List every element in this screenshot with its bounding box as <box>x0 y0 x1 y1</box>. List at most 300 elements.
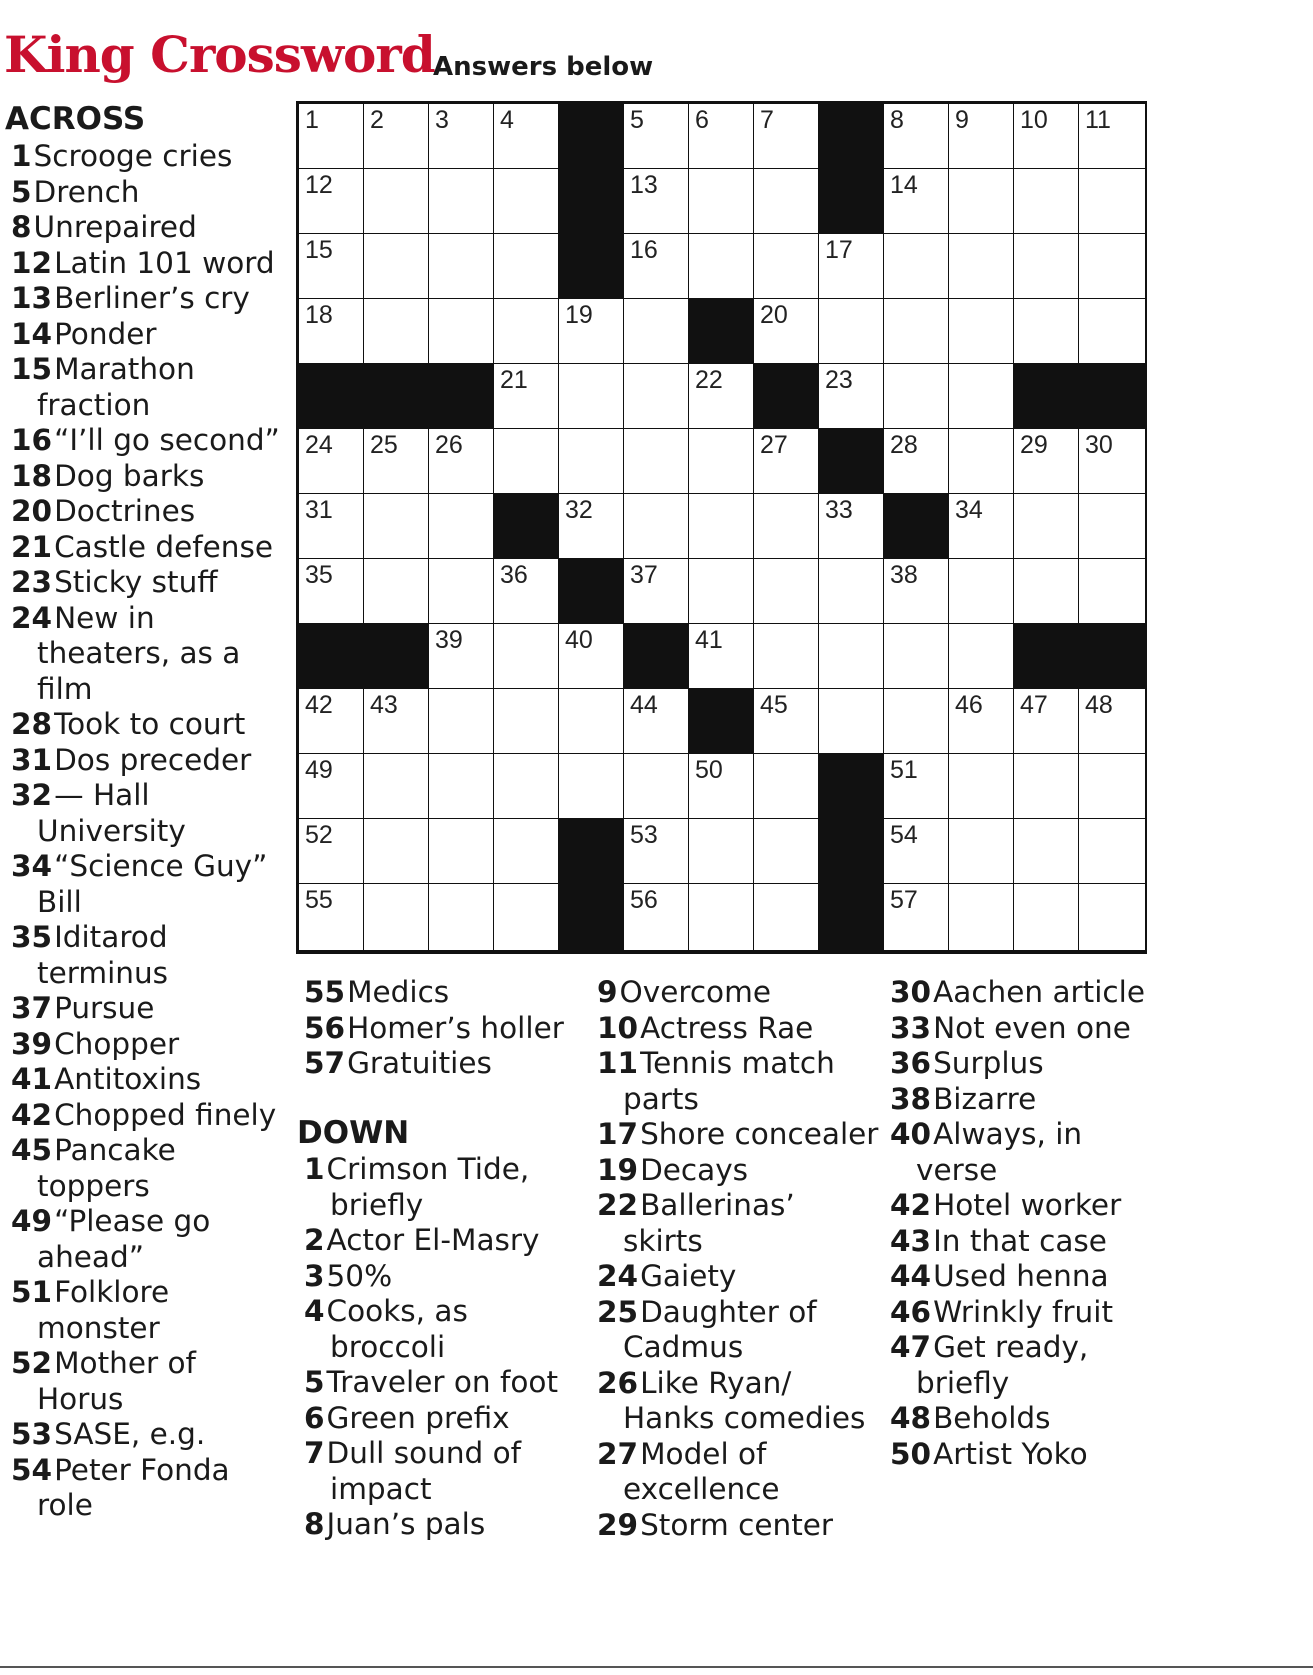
grid-square[interactable] <box>1079 819 1145 885</box>
grid-square[interactable] <box>754 754 820 820</box>
clue-text: Took to court <box>54 707 246 741</box>
grid-square[interactable] <box>364 169 430 235</box>
grid-square[interactable] <box>624 104 690 170</box>
grid-square[interactable] <box>949 494 1015 560</box>
grid-square[interactable] <box>299 104 365 170</box>
grid-square[interactable] <box>949 364 1015 430</box>
clue-text: Gaiety <box>640 1259 737 1293</box>
clue-item <box>597 1011 878 1047</box>
grid-square[interactable] <box>364 234 430 300</box>
clue-number: 53 <box>630 821 658 849</box>
clue-text: Iditarod <box>54 920 168 954</box>
clue-text: terminus <box>37 955 169 990</box>
clue-number: 57 <box>890 886 918 914</box>
grid-square[interactable] <box>299 169 365 235</box>
grid-square[interactable] <box>689 819 755 885</box>
grid-square[interactable] <box>494 559 560 625</box>
grid-square[interactable] <box>1079 689 1145 755</box>
clue-text: Wrinkly fruit <box>933 1294 1114 1329</box>
grid-square[interactable] <box>884 234 950 300</box>
grid-square[interactable] <box>949 689 1015 755</box>
page-title: King Crossword <box>4 25 435 84</box>
grid-square[interactable] <box>624 169 690 235</box>
grid-square[interactable] <box>559 299 625 365</box>
grid-square[interactable] <box>624 299 690 365</box>
clue-number: 17 <box>597 1117 639 1151</box>
grid-square[interactable] <box>429 494 495 560</box>
block-square <box>819 819 885 885</box>
block-square <box>559 104 625 170</box>
clue-number: 54 <box>890 821 918 849</box>
clue-number: 37 <box>630 561 658 589</box>
clue-text: Hanks comedies <box>623 1401 866 1435</box>
clue-text: Unrepaired <box>33 210 197 244</box>
grid-square[interactable] <box>754 559 820 625</box>
grid-square[interactable] <box>884 884 950 950</box>
grid-square[interactable] <box>754 234 820 300</box>
clue-text: Dog barks <box>54 458 205 493</box>
clue-item <box>11 1204 280 1275</box>
grid-square[interactable] <box>884 624 950 690</box>
clue-text: “Please go <box>54 1204 211 1238</box>
grid-square[interactable] <box>494 624 560 690</box>
grid-square[interactable] <box>429 429 495 495</box>
clue-text: SASE, e.g. <box>54 1417 206 1451</box>
grid-square[interactable] <box>494 234 560 300</box>
clue-number: 42 <box>305 691 333 719</box>
clue-number: 13 <box>11 281 53 315</box>
grid-square[interactable] <box>754 884 820 950</box>
grid-square[interactable] <box>1079 299 1145 365</box>
grid-square[interactable] <box>884 169 950 235</box>
grid-square[interactable] <box>754 819 820 885</box>
grid-square[interactable] <box>429 689 495 755</box>
grid-square[interactable] <box>754 624 820 690</box>
clue-item <box>11 991 280 1027</box>
clue-text: University <box>37 813 186 848</box>
grid-square[interactable] <box>299 429 365 495</box>
clue-number: 49 <box>11 1204 53 1238</box>
clue-text: Dos preceder <box>54 742 252 777</box>
grid-square[interactable] <box>429 104 495 170</box>
clue-number: 16 <box>630 236 658 264</box>
grid-square[interactable] <box>429 754 495 820</box>
grid-square[interactable] <box>364 819 430 885</box>
clue-text: Antitoxins <box>54 1062 202 1096</box>
grid-square[interactable] <box>819 559 885 625</box>
grid-square[interactable] <box>1014 884 1080 950</box>
clue-number: 41 <box>11 1062 53 1096</box>
grid-square[interactable] <box>299 494 365 560</box>
clue-item <box>11 1062 280 1098</box>
grid-square[interactable] <box>624 884 690 950</box>
block-square <box>819 104 885 170</box>
grid-square[interactable] <box>494 364 560 430</box>
grid-square[interactable] <box>299 559 365 625</box>
clue-number: 57 <box>304 1046 346 1080</box>
clue-number: 40 <box>565 626 593 654</box>
block-square <box>1079 624 1145 690</box>
clue-number: 6 <box>695 106 709 134</box>
grid-square[interactable] <box>1014 819 1080 885</box>
grid-square[interactable] <box>1079 559 1145 625</box>
clue-number: 55 <box>304 975 346 1009</box>
grid-square[interactable] <box>559 754 625 820</box>
grid-square[interactable] <box>559 689 625 755</box>
clue-item <box>890 1117 1145 1188</box>
clue-text: Surplus <box>933 1046 1044 1080</box>
grid-square[interactable] <box>884 104 950 170</box>
block-square <box>364 364 430 430</box>
across-clues-column-1 <box>11 139 280 1524</box>
clue-number: 8 <box>890 106 904 134</box>
clue-number: 33 <box>890 1010 932 1045</box>
clue-item <box>11 1027 280 1063</box>
clue-text: impact <box>330 1471 432 1506</box>
answers-note: Answers below <box>433 52 654 82</box>
grid-square[interactable] <box>949 104 1015 170</box>
grid-square[interactable] <box>754 299 820 365</box>
grid-square[interactable] <box>689 559 755 625</box>
clue-number: 2 <box>304 1223 325 1257</box>
clue-number: 55 <box>305 886 333 914</box>
clue-number: 6 <box>304 1400 325 1435</box>
grid-square[interactable] <box>949 819 1015 885</box>
grid-square[interactable] <box>429 884 495 950</box>
clue-text: 50% <box>326 1258 393 1293</box>
grid-square[interactable] <box>1079 884 1145 950</box>
grid-square[interactable] <box>884 299 950 365</box>
clue-item <box>597 1046 878 1117</box>
grid-square[interactable] <box>429 234 495 300</box>
block-square <box>689 299 755 365</box>
clue-item <box>304 1436 558 1507</box>
grid-square[interactable] <box>689 494 755 560</box>
clue-number: 38 <box>890 561 918 589</box>
grid-square[interactable] <box>624 429 690 495</box>
grid-square[interactable] <box>1079 104 1145 170</box>
clue-text: Peter Fonda <box>54 1452 230 1487</box>
grid-square[interactable] <box>1014 754 1080 820</box>
grid-square[interactable] <box>689 364 755 430</box>
clue-text: In that case <box>933 1223 1107 1258</box>
grid-square[interactable] <box>559 494 625 560</box>
clue-text: theaters, as a <box>37 636 241 670</box>
clue-number: 27 <box>597 1436 639 1471</box>
clue-text: Beholds <box>933 1401 1051 1435</box>
grid-square[interactable] <box>494 299 560 365</box>
grid-square[interactable] <box>1079 429 1145 495</box>
clue-number: 36 <box>890 1046 932 1080</box>
clue-item <box>304 1507 558 1543</box>
grid-square[interactable] <box>949 234 1015 300</box>
grid-square[interactable] <box>884 819 950 885</box>
clue-item <box>597 1366 878 1437</box>
grid-square[interactable] <box>494 689 560 755</box>
clue-item <box>11 530 280 566</box>
grid-square[interactable] <box>559 429 625 495</box>
grid-square[interactable] <box>494 754 560 820</box>
grid-square[interactable] <box>819 234 885 300</box>
clue-text: Folklore <box>54 1275 170 1309</box>
clue-number: 2 <box>370 106 384 134</box>
clue-item <box>890 1224 1145 1260</box>
clue-text: toppers <box>37 1168 150 1203</box>
grid-square[interactable] <box>1014 689 1080 755</box>
clue-item <box>304 1294 558 1365</box>
grid-square[interactable] <box>494 884 560 950</box>
grid-square[interactable] <box>819 364 885 430</box>
grid-square[interactable] <box>949 559 1015 625</box>
grid-square[interactable] <box>884 559 950 625</box>
clue-number: 24 <box>11 600 53 635</box>
bottom-divider <box>0 1666 1313 1668</box>
grid-square[interactable] <box>299 299 365 365</box>
clue-text: Ponder <box>54 316 157 351</box>
clue-text: Berliner’s cry <box>54 281 250 315</box>
grid-square[interactable] <box>364 299 430 365</box>
grid-square[interactable] <box>884 429 950 495</box>
grid-square[interactable] <box>819 299 885 365</box>
grid-square[interactable] <box>1014 559 1080 625</box>
grid-square[interactable] <box>949 299 1015 365</box>
block-square <box>689 689 755 755</box>
clue-text: Storm center <box>640 1507 834 1542</box>
clue-text: Castle defense <box>54 529 274 564</box>
clue-text: Always, in <box>933 1117 1083 1151</box>
clue-text: fraction <box>37 387 151 422</box>
clue-text: Marathon <box>54 352 195 386</box>
clue-text: Mother of <box>54 1346 196 1380</box>
clue-number: 16 <box>11 423 53 457</box>
grid-square[interactable] <box>949 754 1015 820</box>
block-square <box>1079 364 1145 430</box>
grid-square[interactable] <box>884 754 950 820</box>
grid-square[interactable] <box>949 429 1015 495</box>
clue-number: 21 <box>500 366 528 394</box>
grid-square[interactable] <box>364 559 430 625</box>
clue-number: 14 <box>11 316 53 351</box>
clue-item <box>597 1188 878 1259</box>
clue-item <box>890 1437 1145 1473</box>
block-square <box>364 624 430 690</box>
grid-square[interactable] <box>429 624 495 690</box>
clue-item <box>890 1082 1145 1118</box>
clue-number: 47 <box>890 1330 932 1364</box>
clue-text: broccoli <box>330 1329 446 1364</box>
clue-text: Decays <box>640 1152 749 1187</box>
grid-square[interactable] <box>1014 494 1080 560</box>
grid-square[interactable] <box>819 624 885 690</box>
grid-square[interactable] <box>949 624 1015 690</box>
grid-square[interactable] <box>1079 169 1145 235</box>
grid-square[interactable] <box>1079 234 1145 300</box>
clue-item <box>11 139 280 175</box>
grid-square[interactable] <box>364 754 430 820</box>
grid-square[interactable] <box>1014 429 1080 495</box>
clue-item <box>304 1046 564 1082</box>
clue-text: Pursue <box>54 991 155 1025</box>
grid-square[interactable] <box>364 104 430 170</box>
grid-square[interactable] <box>624 819 690 885</box>
clue-item <box>11 565 280 601</box>
clue-text: Used henna <box>933 1259 1109 1293</box>
grid-square[interactable] <box>299 819 365 885</box>
grid-square[interactable] <box>299 689 365 755</box>
grid-square[interactable] <box>494 429 560 495</box>
grid-square[interactable] <box>1014 104 1080 170</box>
clue-number: 1 <box>304 1152 325 1186</box>
clue-item <box>11 1133 280 1204</box>
clue-number: 27 <box>760 431 788 459</box>
down-clues-column-2 <box>597 975 878 1543</box>
block-square <box>819 169 885 235</box>
grid-square[interactable] <box>689 884 755 950</box>
clue-number: 56 <box>304 1010 346 1045</box>
clue-number: 5 <box>304 1365 325 1399</box>
grid-square[interactable] <box>819 494 885 560</box>
clue-item <box>11 210 280 246</box>
clue-number: 15 <box>11 352 53 386</box>
clue-number: 43 <box>890 1223 932 1258</box>
grid-square[interactable] <box>364 494 430 560</box>
grid-square[interactable] <box>559 364 625 430</box>
clue-number: 30 <box>890 975 932 1009</box>
grid-square[interactable] <box>429 169 495 235</box>
clue-number: 28 <box>11 707 53 741</box>
clue-number: 30 <box>1085 431 1113 459</box>
clue-text: briefly <box>916 1365 1010 1400</box>
clue-text: briefly <box>330 1187 424 1222</box>
grid-square[interactable] <box>429 299 495 365</box>
clue-item <box>11 459 280 495</box>
clue-text: Sticky stuff <box>54 565 218 599</box>
clue-number: 41 <box>695 626 723 654</box>
clue-number: 7 <box>760 106 774 134</box>
clue-text: Horus <box>37 1381 124 1416</box>
grid-square[interactable] <box>1079 754 1145 820</box>
grid-square[interactable] <box>754 104 820 170</box>
clue-text: “I’ll go second” <box>54 423 280 457</box>
clue-text: film <box>37 671 93 706</box>
clue-text: Homer’s holler <box>347 1010 564 1045</box>
block-square <box>559 559 625 625</box>
grid-square[interactable] <box>429 559 495 625</box>
clue-item <box>597 1153 878 1189</box>
clue-number: 23 <box>825 366 853 394</box>
clue-item <box>11 1453 280 1524</box>
clue-item <box>597 1295 878 1366</box>
clue-number: 8 <box>11 210 32 244</box>
clue-number: 10 <box>1020 106 1048 134</box>
clue-item <box>890 1259 1145 1295</box>
clue-item <box>11 601 280 708</box>
grid-square[interactable] <box>754 494 820 560</box>
clue-item <box>304 1223 558 1259</box>
clue-number: 37 <box>11 991 53 1025</box>
grid-square[interactable] <box>884 689 950 755</box>
grid-square[interactable] <box>689 169 755 235</box>
grid-square[interactable] <box>299 884 365 950</box>
clue-text: excellence <box>623 1472 780 1506</box>
clue-number: 24 <box>597 1259 639 1293</box>
clue-number: 49 <box>305 756 333 784</box>
clue-number: 50 <box>890 1436 932 1471</box>
grid-square[interactable] <box>754 169 820 235</box>
grid-square[interactable] <box>429 819 495 885</box>
grid-square[interactable] <box>689 429 755 495</box>
clue-number: 20 <box>760 301 788 329</box>
grid-square[interactable] <box>949 169 1015 235</box>
clue-item <box>597 1117 878 1153</box>
grid-square[interactable] <box>819 689 885 755</box>
clue-text: Traveler on foot <box>326 1365 559 1399</box>
clue-number: 11 <box>1085 106 1111 134</box>
clue-number: 3 <box>435 106 449 134</box>
grid-square[interactable] <box>624 494 690 560</box>
grid-square[interactable] <box>624 559 690 625</box>
clue-number: 31 <box>305 496 333 524</box>
grid-square[interactable] <box>1014 299 1080 365</box>
clue-number: 44 <box>630 691 658 719</box>
clue-item <box>11 423 280 459</box>
grid-square[interactable] <box>299 754 365 820</box>
grid-square[interactable] <box>1014 234 1080 300</box>
grid-square[interactable] <box>689 234 755 300</box>
clue-number: 42 <box>11 1097 53 1132</box>
clue-number: 1 <box>305 106 319 134</box>
grid-square[interactable] <box>299 234 365 300</box>
clue-text: Dull sound of <box>326 1436 522 1470</box>
grid-square[interactable] <box>754 429 820 495</box>
grid-square[interactable] <box>624 754 690 820</box>
grid-square[interactable] <box>1014 169 1080 235</box>
grid-square[interactable] <box>364 884 430 950</box>
grid-square[interactable] <box>624 234 690 300</box>
grid-square[interactable] <box>689 104 755 170</box>
clue-number: 9 <box>597 975 618 1009</box>
clue-item <box>597 1508 878 1544</box>
grid-square[interactable] <box>884 364 950 430</box>
grid-square[interactable] <box>494 169 560 235</box>
grid-square[interactable] <box>364 689 430 755</box>
grid-square[interactable] <box>364 429 430 495</box>
block-square <box>559 819 625 885</box>
clue-number: 42 <box>890 1188 932 1222</box>
clue-number: 19 <box>597 1152 639 1187</box>
grid-square[interactable] <box>494 819 560 885</box>
block-square <box>624 624 690 690</box>
down-heading: DOWN <box>297 1115 410 1151</box>
grid-square[interactable] <box>559 624 625 690</box>
clue-text: Artist Yoko <box>933 1436 1088 1471</box>
clue-number: 18 <box>11 458 53 493</box>
grid-square[interactable] <box>754 689 820 755</box>
grid-square[interactable] <box>624 689 690 755</box>
grid-square[interactable] <box>624 364 690 430</box>
clue-item <box>11 281 280 317</box>
grid-square[interactable] <box>949 884 1015 950</box>
grid-square[interactable] <box>689 754 755 820</box>
grid-square[interactable] <box>1079 494 1145 560</box>
clue-item <box>597 975 878 1011</box>
grid-square[interactable] <box>494 104 560 170</box>
clue-number: 54 <box>11 1452 53 1487</box>
clue-item <box>11 1346 280 1417</box>
clue-item <box>11 743 280 779</box>
across-clues-column-2 <box>304 975 564 1082</box>
grid-square[interactable] <box>689 624 755 690</box>
